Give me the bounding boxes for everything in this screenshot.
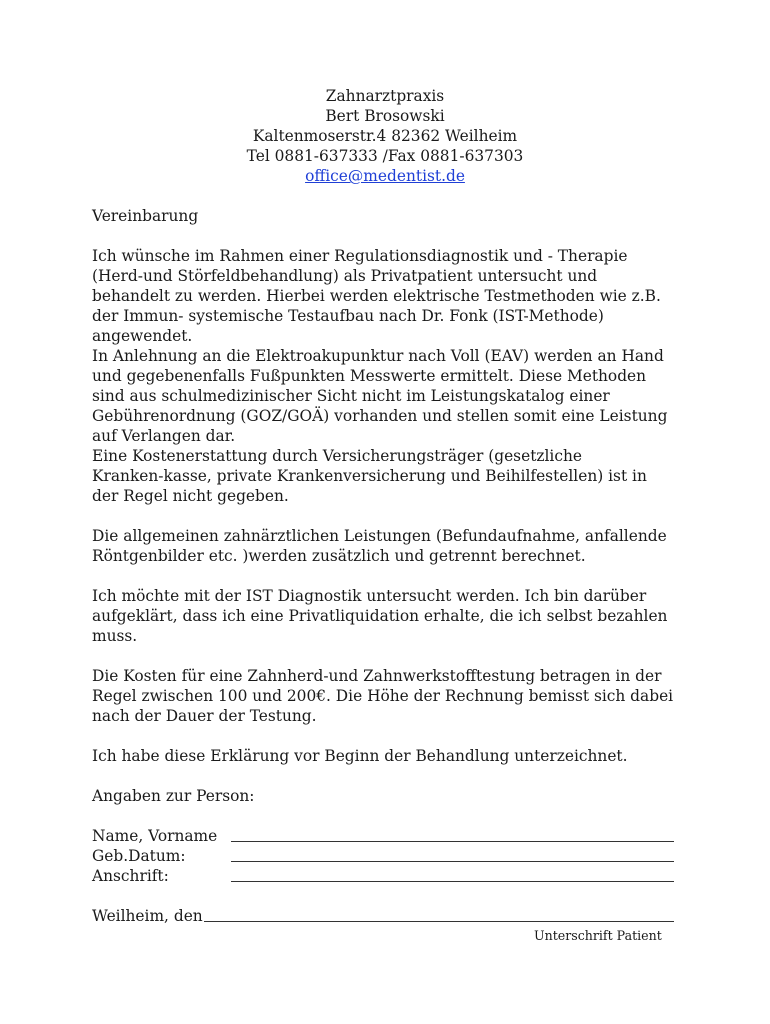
name-field-row: [92, 826, 692, 846]
text-line: (Herd-und Störfeldbehandlung) als Privatpatient untersucht und: [92, 267, 598, 285]
text-line: der Regel nicht gegeben.: [92, 487, 289, 505]
name-input-line[interactable]: [231, 841, 674, 842]
email-link[interactable]: office@medentist.de: [305, 167, 465, 185]
text-line: muss.: [92, 627, 138, 645]
text-line: aufgeklärt, dass ich eine Privatliquidation erhalte, die ich selbst bezahlen: [92, 607, 668, 625]
text-line: angewendet.: [92, 327, 193, 345]
text-line: auf Verlangen dar.: [92, 427, 236, 445]
paragraph-costs: [92, 666, 692, 726]
text-line: Gebührenordnung (GOZ/GOÄ) vorhanden und stellen somit eine Leistung: [92, 407, 668, 425]
text-line: und gegebenenfalls Fußpunkten Messwerte ermittelt. Diese Methoden: [92, 367, 647, 385]
name-label: Name, Vorname: [92, 827, 218, 845]
text-line: Ich wünsche im Rahmen einer Regulationsdiagnostik und - Therapie: [92, 247, 628, 265]
practice-address: Kaltenmoserstr.4 82362 Weilheim: [252, 127, 518, 145]
text-line: In Anlehnung an die Elektroakupunktur nach Voll (EAV) werden an Hand: [92, 347, 664, 365]
paragraph-treatment-info: [92, 246, 692, 506]
document-title: Vereinbarung: [92, 207, 199, 225]
text-line: behandelt zu werden. Hierbei werden elektrische Testmethoden wie z.B.: [92, 287, 661, 305]
phone-fax: Tel 0881-637333 /Fax 0881-637303: [246, 147, 524, 165]
birthdate-label: Geb.Datum:: [92, 847, 186, 865]
signature-caption: Unterschrift Patient: [534, 928, 662, 943]
text-line: Ich möchte mit der IST Diagnostik untersucht werden. Ich bin darüber: [92, 587, 647, 605]
dentist-name: Bert Brosowski: [325, 107, 445, 125]
text-line: Eine Kostenerstattung durch Versicherungsträger (gesetzliche: [92, 447, 582, 465]
date-signature-line[interactable]: [204, 921, 674, 922]
text-line: der Immun- systemische Testaufbau nach Dr. Fonk (IST-Methode): [92, 307, 604, 325]
letterhead: [0, 86, 770, 186]
text-line: Regel zwischen 100 und 200€. Die Höhe der Rechnung bemisst sich dabei: [92, 687, 674, 705]
text-line: sind aus schulmedizinischer Sicht nicht im Leistungskatalog einer: [92, 387, 610, 405]
practice-type: Zahnarztpraxis: [325, 87, 445, 105]
personal-info-heading: Angaben zur Person:: [92, 787, 255, 805]
paragraph-general-services: [92, 526, 692, 566]
address-field-row: [92, 866, 692, 886]
signature-statement: Ich habe diese Erklärung vor Beginn der Behandlung unterzeichnet.: [92, 747, 628, 765]
birthdate-field-row: [92, 846, 692, 866]
place-date-row: [92, 906, 692, 926]
address-label: Anschrift:: [92, 867, 169, 885]
text-line: Kranken-kasse, private Krankenversicherung und Beihilfestellen) ist in: [92, 467, 647, 485]
paragraph-consent: [92, 586, 692, 646]
text-line: nach der Dauer der Testung.: [92, 707, 317, 725]
text-line: Die Kosten für eine Zahnherd-und Zahnwerkstofftestung betragen in der: [92, 667, 662, 685]
text-line: Die allgemeinen zahnärztlichen Leistungen (Befundaufnahme, anfallende: [92, 527, 667, 545]
birthdate-input-line[interactable]: [231, 861, 674, 862]
place-date-label: Weilheim, den: [92, 907, 203, 925]
address-input-line[interactable]: [231, 881, 674, 882]
document-body: [92, 206, 692, 926]
text-line: Röntgenbilder etc. )werden zusätzlich und getrennt berechnet.: [92, 547, 586, 565]
